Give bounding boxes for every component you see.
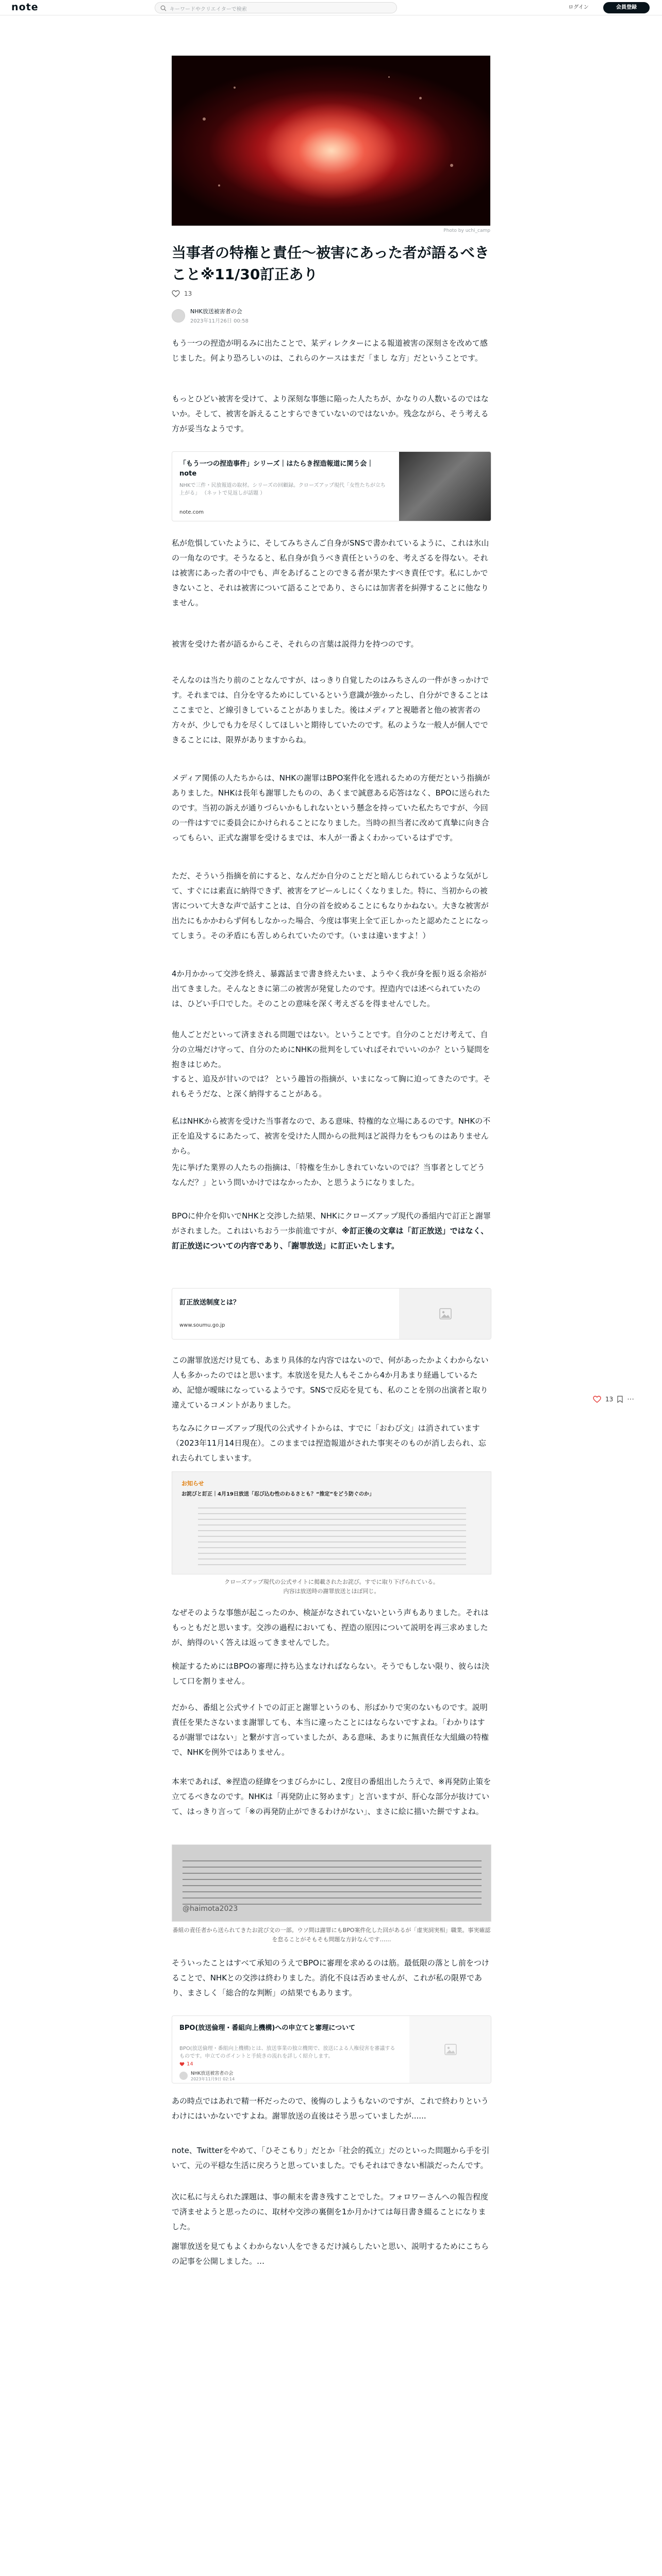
signup-button[interactable]: 会員登録 [603,2,650,13]
card-thumbnail [399,1289,491,1340]
image-placeholder-icon [444,2044,457,2055]
avatar [179,2072,188,2080]
photo-credit[interactable]: Photo by uchi_camp [443,228,490,233]
paragraph: そういったことはすべて承知のうえでBPOに審理を求めるのは筋。最低限の落とし前をつけることで、NHKとの交渉は終わりました。消化不良は否めませんが、これが私の限界であり、まさしく「総合的な判断」の結果でもあります。 [172,1958,489,1997]
author-info[interactable] [172,307,249,324]
publish-date: 2023年11月26日 00:58 [190,318,249,324]
paragraph: だから、番組と公式サイトでの訂正と謝罪というのも、形ばかりで実のないものです。説明責任を果たさないまま謝罪しても、本当に違ったことにはならないですよね。「わかりはするが謝罪ではない」と繋がす言っていましたが、ある意味、あまりに無責任な大組織の特権で、NHKを例外ではありません。 [172,1703,489,1757]
card-date: 2023年11月9日 02:14 [191,2077,235,2081]
paragraph: なぜそのような事態が起こったのか、検証がなされていないという声もありました。それはもっともだと思います。交渉の過程においても、捏造の原因について説明を再三求めましたが、納得のいく答えは返ってきませんでした。 [172,1608,489,1647]
card-title: BPO(放送倫理・番組向上機構)への申立てと審理について [179,2024,356,2032]
letter-text [183,1855,482,1905]
search-placeholder: キーワードやクリエイターで検索 [170,7,247,12]
card-title: 「もう一つの捏造事件」シリーズ｜はたらき捏造報道に関う会｜note [179,460,374,478]
paragraph: 私はNHKから被害を受けた当事者なので、ある意味、特権的な立場にあるのです。NHKの不正を追及するにあたって、被害を受けた人間からの批判ほど説得力をもつものはありませんから。 [172,1116,491,1156]
paragraph: もっとひどい被害を受けて、より深刻な事態に陥った人たちが、かなりの人数いるのではないか。そして、被害を訴えることすらできていないのではないか。残念ながら、そう考える方が妥当なようです。 [172,394,489,433]
paragraph: 本来であれば、※捏造の経緯をつまびらかにし、2度目の番組出したうえで、※再発防止策を立てるべきなのです。NHKは「再発防止に努めます」と言いますが、肝心な部分が抜けていて、はっきり言って「※の再発防止ができるわけがない」、まさに絵に描いた餅ですよね。 [172,1777,491,1816]
paragraph: メディア関係の人たちからは、NHKの謝罪はBPO案件化を逃れるための方便だという指摘がありました。NHKは長年も謝罪したものの、あくまで誠意ある応答はなく、BPOに送られたのです。当初の訴えが通りづらいかもしれないという懸念を持っていた私たちですが、今回の一件はすでに委員会にかけられることになりました。当時の担当者に改めて真摯に向き合ってもらい、正式な謝罪を受けるまでは、本人が一番よくわかっているはずです。 [172,773,490,842]
paragraph: すると、追及が甘いのでは？ という趣旨の指摘が、いまになって胸に迫ってきたのです。それもそうだな、と深く納得することがある。 [172,1074,491,1098]
card-description: BPO(放送倫理・番組向上機構)とは、放送事業の独立機関で、放送による人権侵害を審議するものです。申立てのポイントと手続きの流れを詳しく紹介します。 [179,2046,395,2059]
author-name[interactable]: NHK放送被害者の会 [190,308,242,315]
paragraph [172,1209,491,1253]
paragraph: 私が危惧していたように、そしてみちさんご自身がSNSで書かれているように、これは氷山の一角なのです。そうなると、私自身が負うべき責任というのを、考えざるを得ない。それは被害にあった者の中でも、声をあげることのできる者が果たすべき責任です。私にしかできないこと、それは被害について語ることであり、さらには加害者を糾弾することに他なりません。 [172,538,489,607]
paragraph: この謝罪放送だけ見ても、あまり具体的な内容ではないので、何があったかよくわからない人も多かったのではと思います。本放送を見た人もそこから4か月あまり経過しているため、記憶が曖昧になっているようです。SNSで反応を見ても、私のことを別の出演者と取り違えているコメントがありました。 [172,1355,489,1410]
paragraph: 他人ごとだといって済まされる問題ではない。ということです。自分のことだけ考えて、自分の立場だけ守って、自分のためにNHKの批判をしていればそれでいいのか？という疑問を抱きはじめた。 [172,1030,490,1069]
like-button[interactable] [172,290,192,297]
more-options-icon[interactable]: ⋯ [627,1395,635,1403]
figure-caption: 内容は放送時の謝罪放送とほぼ同じ。 [283,1588,380,1595]
heart-icon [172,290,180,297]
search-input[interactable] [155,2,397,13]
image-placeholder-icon [439,1308,452,1319]
heart-icon [179,2062,185,2066]
hero-image [172,56,490,226]
floating-like-count: 13 [605,1396,614,1403]
correction-note: ※訂正後の文章は「訂正放送」ではなく、訂正放送についての内容であり、「謝罪放送」に訂正いたします。 [172,1226,489,1250]
hero-glow [264,102,399,200]
paragraph: 被害を受けた者が語るからこそ、それらの言葉は説得力を持つのです。 [172,639,419,649]
letter-photo [172,1844,491,1922]
card-author-name: NHK放送被害者の会 [191,2071,234,2076]
figure-caption: クローズアップ現代の公式サイトに掲載されたお詫び。すでに取り下げられている。 [224,1579,439,1585]
paragraph-text: BPOに仲介を仰いでNHKと交渉した結果、NHKにクローズアップ現代の番組内で訂正と謝罪がされました。これはいちおう一歩前進ですが、 [172,1211,491,1235]
card-thumbnail [399,452,491,521]
link-card[interactable] [172,451,491,521]
like-count: 13 [184,290,192,297]
paragraph: note、Twitterをやめて、「ひそこもり」だとか「社会的孤立」だのといった問題から手を引いて、元の平穏な生活に戻ろうと思っていました。でもそれはできない相談だったんです。 [172,2146,490,2170]
card-url: note.com [179,510,204,515]
link-card[interactable] [172,1288,491,1340]
screenshot-figure [172,1471,491,1574]
paragraph: 検証するためにはBPOの審理に持ち込まなければならない。そうでもしない限り、彼らは決して口を割りません。 [172,1662,490,1686]
card-url: www.soumu.go.jp [179,1323,225,1328]
paragraph: そんなのは当たり前のことなんですが、はっきり自覚したのはみちさんの一件がきっかけです。それまでは、自分を守るためにしているという意識が強かったし、自分ができることはここまでと、ど線引きしていることがありました。後はメディアと視聴者と他の被害者の方々が、少しでも力を尽くしてほしいと期待していたのです。私のような一般人が個人でできることには、限界がありますからね。 [172,675,489,744]
figure-caption: 番組の責任者から送られてきたお詫び文の一部。ウソ問は謝罪にもBPO案件化した回があるが「虚実詞実相」職業。事実確認を怠ることがそもそも問題な方針なんです…… [172,1927,491,1943]
search-icon [160,5,167,11]
card-like-count: 14 [187,2061,193,2067]
card-thumbnail [409,2016,491,2083]
avatar[interactable] [172,309,185,323]
link-card[interactable] [172,2015,491,2083]
note-logo[interactable]: note [11,2,39,13]
paragraph: 謝罪放送を見てもよくわからない人をできるだけ減らしたいと思い、説明するためにこちらの記事を公開しました。… [172,2242,489,2266]
paragraph: あの時点ではあれで精一杯だったので、後悔のしようもないのですが、これで終わりというわけにはいかないですよね。謝罪放送の直後はそう思っていましたが...... [172,2096,489,2121]
top-header [0,0,662,15]
floating-actions [593,1395,635,1403]
notice-body-text [198,1503,466,1569]
card-likes [179,2061,193,2067]
card-title: 訂正放送制度とは？ [179,1299,240,1307]
paragraph: もう一つの捏造が明るみに出たことで、某ディレクターによる報道被害の深刻さを改めて感じました。何より恐ろしいのは、これらのケースはまだ「まし な方」だということです。 [172,338,488,363]
bookmark-icon[interactable] [617,1396,623,1403]
article-title: 当事者の特権と責任〜被害にあった者が語るべきこと※11/30訂正あり [172,244,489,283]
paragraph: ちなみにクローズアップ現代の公式サイトからは、すでに「おわび文」は消されています（2023年11月14日現在）。このままでは捏造報道がされた事実そのものが消し去られ、忘れ去られてしまいます。 [172,1423,486,1463]
heart-icon[interactable] [593,1396,601,1403]
card-description: NHKで三件・民放報道の取材。シリーズの回顧録。クローズアップ現代「女性たちが立ち上がる」 （ネットで見返しが話題 ） [179,483,386,496]
notice-label: お知らせ [181,1480,204,1487]
notice-heading: お詫びと訂正｜4月19日放送「忍び込む性のわるさとも？“推定”をどう防ぐのか」 [181,1492,375,1497]
paragraph: ただ、そういう指摘を前にすると、なんだか自分のことだと暗んじられているような気がして、すぐには素直に納得できず、被害をアピールしにくくなりました。特に、当初からの被害について大きな声で話すことは、自分の首を絞めることにもなりかねない。大きな被害が出たにもかかわらず何もしなかった場合、今度は事実上全て正しかったと認めたことになってしまう。その矛盾にも苦しめられていたのです。（いまは違いますよ！） [172,871,489,940]
paragraph: 先に挙げた業界の人たちの指摘は、「特権を生かしきれていないのでは？当事者としてどうなんだ？」という問いかけではなかったか、と思うようになりました。 [172,1163,485,1187]
paragraph: 4か月かかって交渉を終え、暴露話まで書き終えたいま、ようやく我が身を振り返る余裕が出てきました。そんなときに第二の被害が発覚したのです。捏造内では述べられていたのは、ひどい手口でした。そのことの意味を深く考えざるを得ませんでした。 [172,969,487,1008]
login-link[interactable]: ログイン [568,5,589,10]
card-author [179,2070,235,2082]
watermark: @haimota2023 [183,1905,238,1913]
paragraph: 次に私に与えられた課題は、事の顛末を書き残すことでした。フォロワーさんへの報告程度で済ませようと思ったのに、取材や交渉の裏側を1か月かけては毎日書き綴ることになりました。 [172,2192,488,2231]
